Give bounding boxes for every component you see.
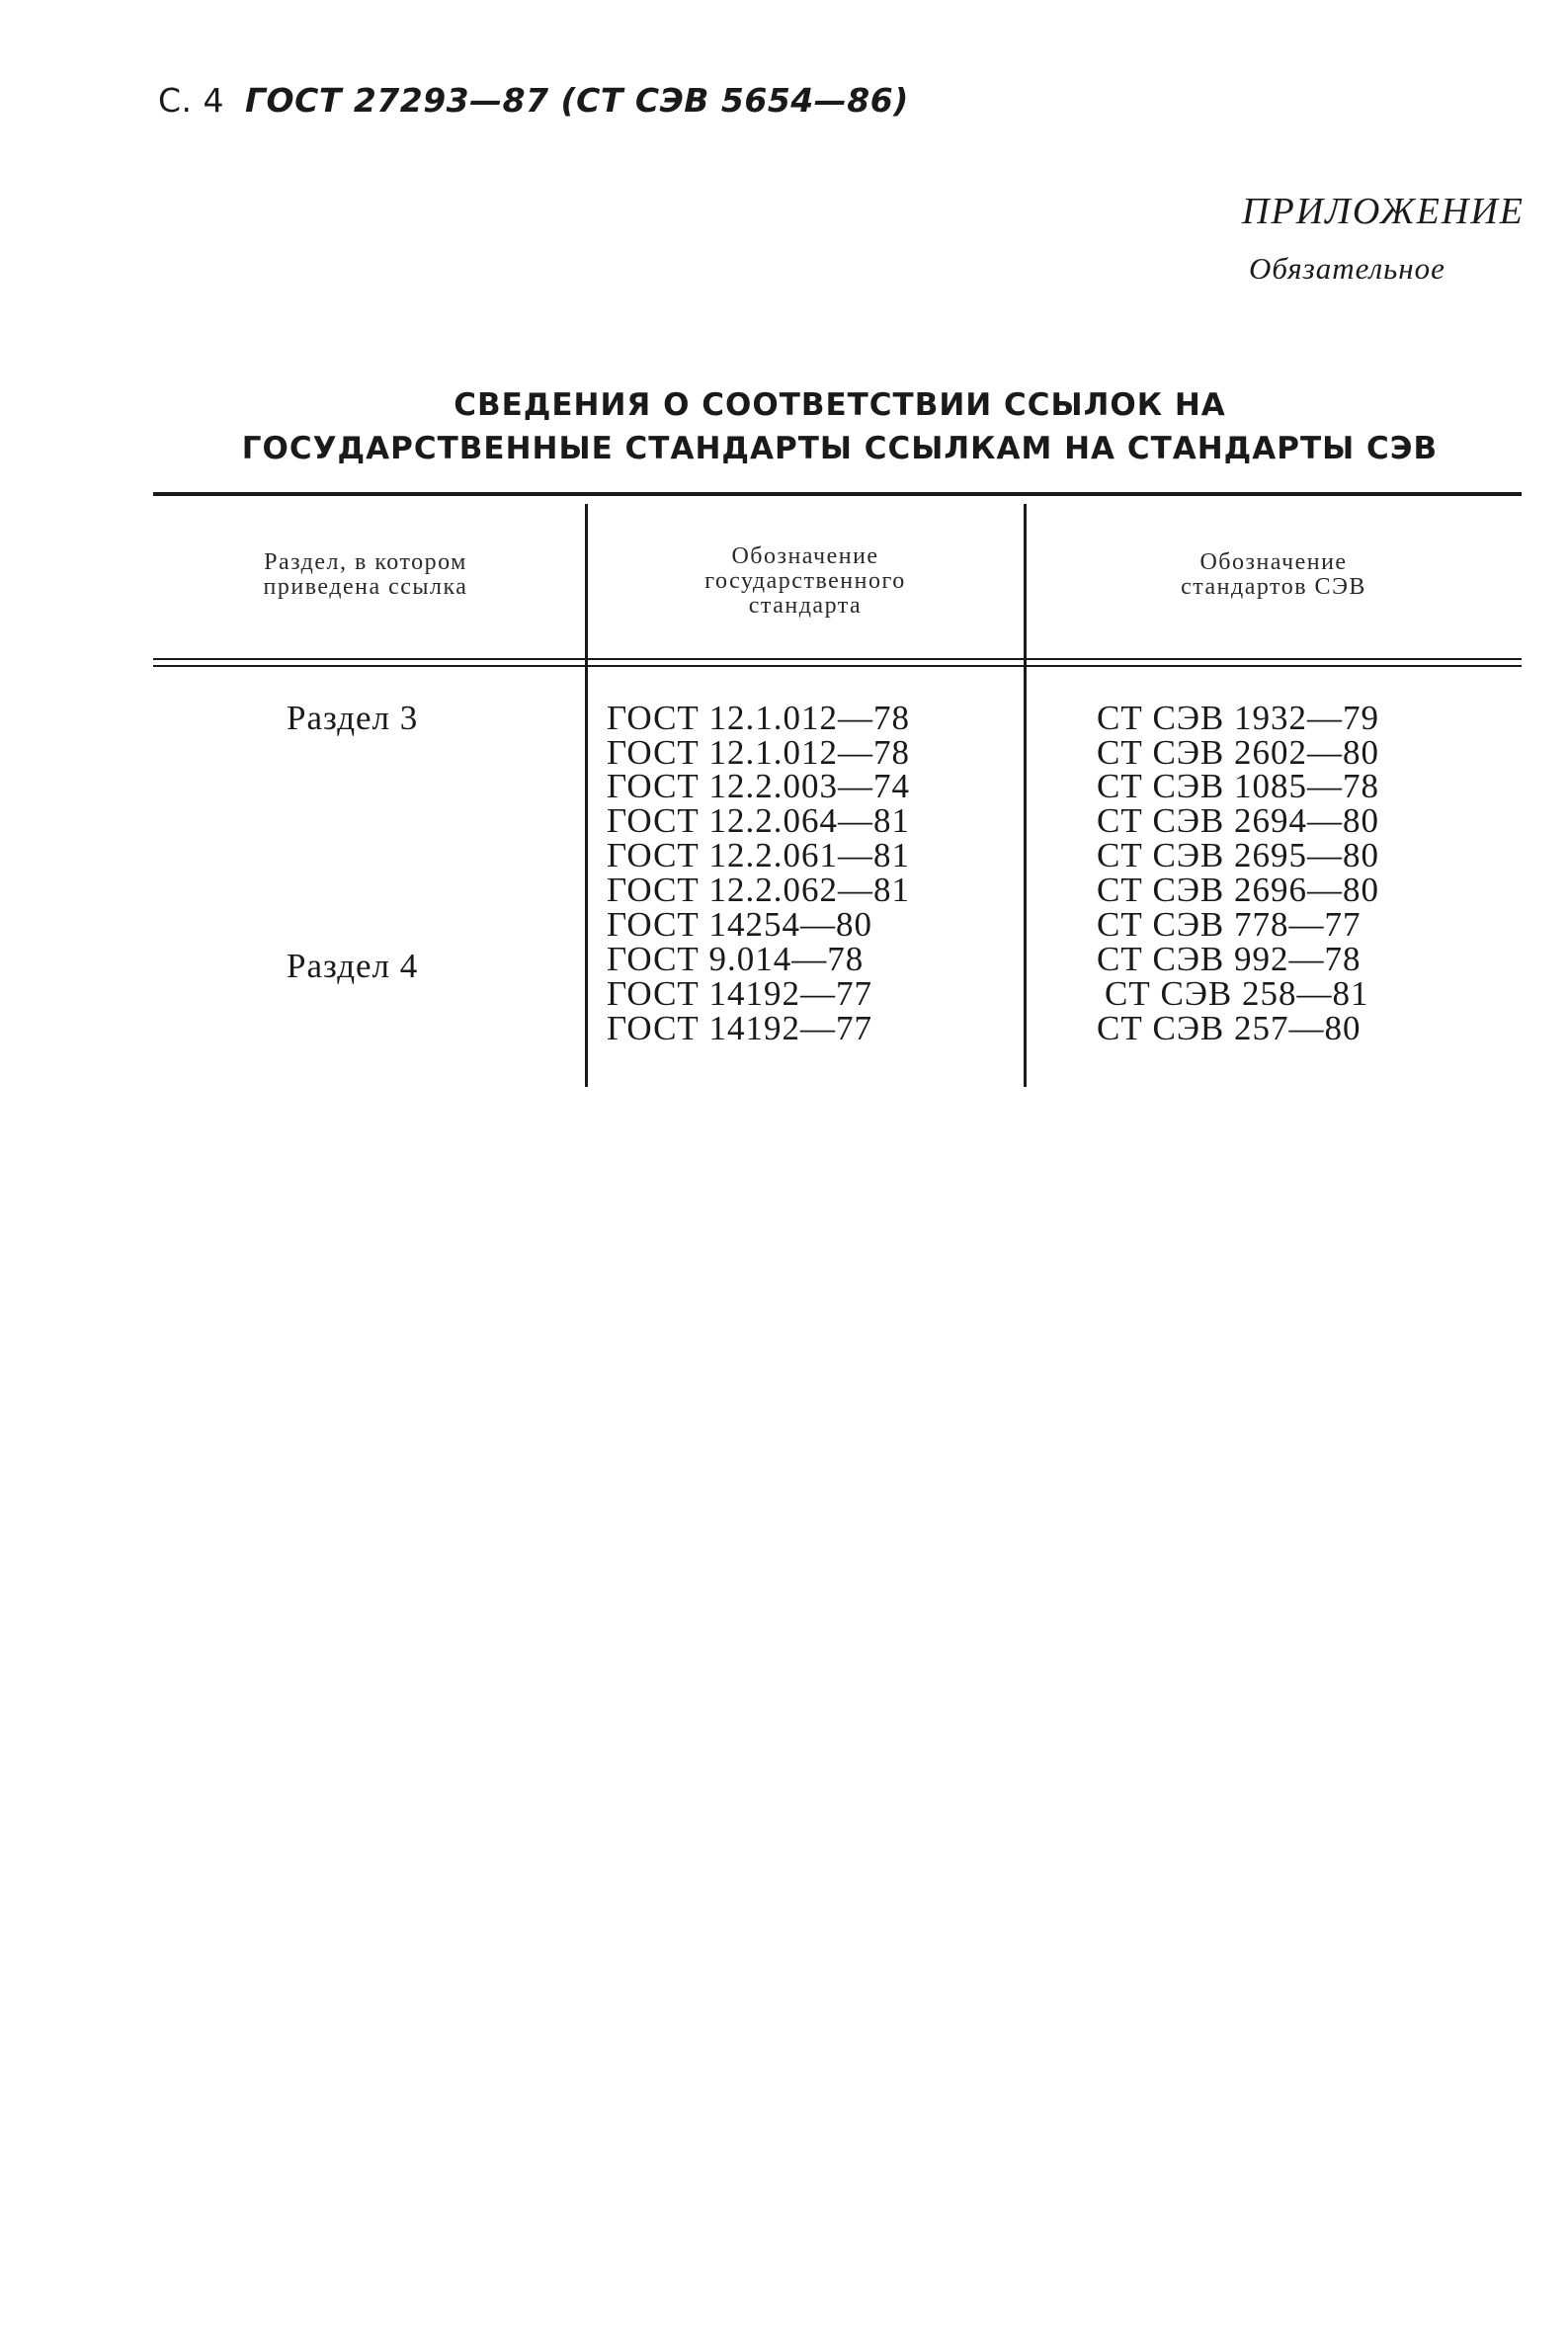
document-title-line2: ГОСУДАРСТВЕННЫЕ СТАНДАРТЫ ССЫЛКАМ НА СТАНДАРТЫ СЭВ — [241, 431, 1439, 466]
column-header-section-line1: Раздел, в котором — [264, 549, 467, 575]
gost-designation: ГОСТ 12.1.012—78 — [607, 733, 911, 772]
document-title-line1: СВЕДЕНИЯ О СООТВЕТСТВИИ ССЫЛОК НА — [454, 387, 1226, 423]
sev-designation: СТ СЭВ 1085—78 — [1097, 767, 1380, 805]
sev-designation: СТ СЭВ 258—81 — [1105, 974, 1369, 1013]
table-top-rule — [153, 492, 1522, 496]
gost-designation: ГОСТ 12.1.012—78 — [607, 699, 911, 737]
sev-designation: СТ СЭВ 2694—80 — [1097, 801, 1380, 840]
appendix-subtitle: Обязательное — [1249, 251, 1445, 286]
section-label: Раздел 4 — [287, 947, 419, 985]
table-header-rule-2 — [153, 665, 1522, 667]
page-number: С. 4 — [158, 81, 225, 120]
column-header-gost-line1: Обозначение — [731, 543, 879, 569]
gost-designation: ГОСТ 12.2.003—74 — [607, 767, 911, 805]
gost-designation: ГОСТ 14192—77 — [607, 1009, 873, 1047]
gost-designation: ГОСТ 12.2.061—81 — [607, 836, 911, 874]
sev-designation: СТ СЭВ 257—80 — [1097, 1009, 1362, 1047]
column-header-sev-line2: стандартов СЭВ — [1181, 574, 1366, 600]
gost-designation: ГОСТ 12.2.064—81 — [607, 801, 911, 840]
sev-designation: СТ СЭВ 2602—80 — [1097, 733, 1380, 772]
table-header-rule-1 — [153, 658, 1522, 660]
column-header-section-line2: приведена ссылка — [263, 574, 468, 600]
sev-designation: СТ СЭВ 778—77 — [1097, 905, 1362, 944]
gost-designation: ГОСТ 14254—80 — [607, 905, 873, 944]
page-header — [158, 81, 909, 120]
table-column-divider-1 — [585, 504, 588, 1087]
column-header-section — [158, 550, 573, 600]
column-header-sev — [1032, 550, 1516, 600]
gost-designation: ГОСТ 9.014—78 — [607, 940, 865, 978]
column-header-gost-line3: стандарта — [748, 593, 863, 619]
sev-designation: СТ СЭВ 1932—79 — [1097, 699, 1380, 737]
section-label: Раздел 3 — [287, 699, 419, 737]
gost-designation: ГОСТ 14192—77 — [607, 974, 873, 1013]
column-header-gost-line2: государственного — [704, 568, 906, 594]
sev-designation: СТ СЭВ 2695—80 — [1097, 836, 1380, 874]
column-header-sev-line1: Обозначение — [1199, 549, 1348, 575]
column-header-gost — [593, 544, 1018, 619]
table-column-divider-2 — [1024, 504, 1027, 1087]
standard-designation: ГОСТ 27293—87 (СТ СЭВ 5654—86) — [245, 81, 909, 120]
appendix-title: ПРИЛОЖЕНИЕ — [1242, 191, 1525, 232]
gost-designation: ГОСТ 12.2.062—81 — [607, 871, 911, 909]
sev-designation: СТ СЭВ 2696—80 — [1097, 871, 1380, 909]
sev-designation: СТ СЭВ 992—78 — [1097, 940, 1362, 978]
